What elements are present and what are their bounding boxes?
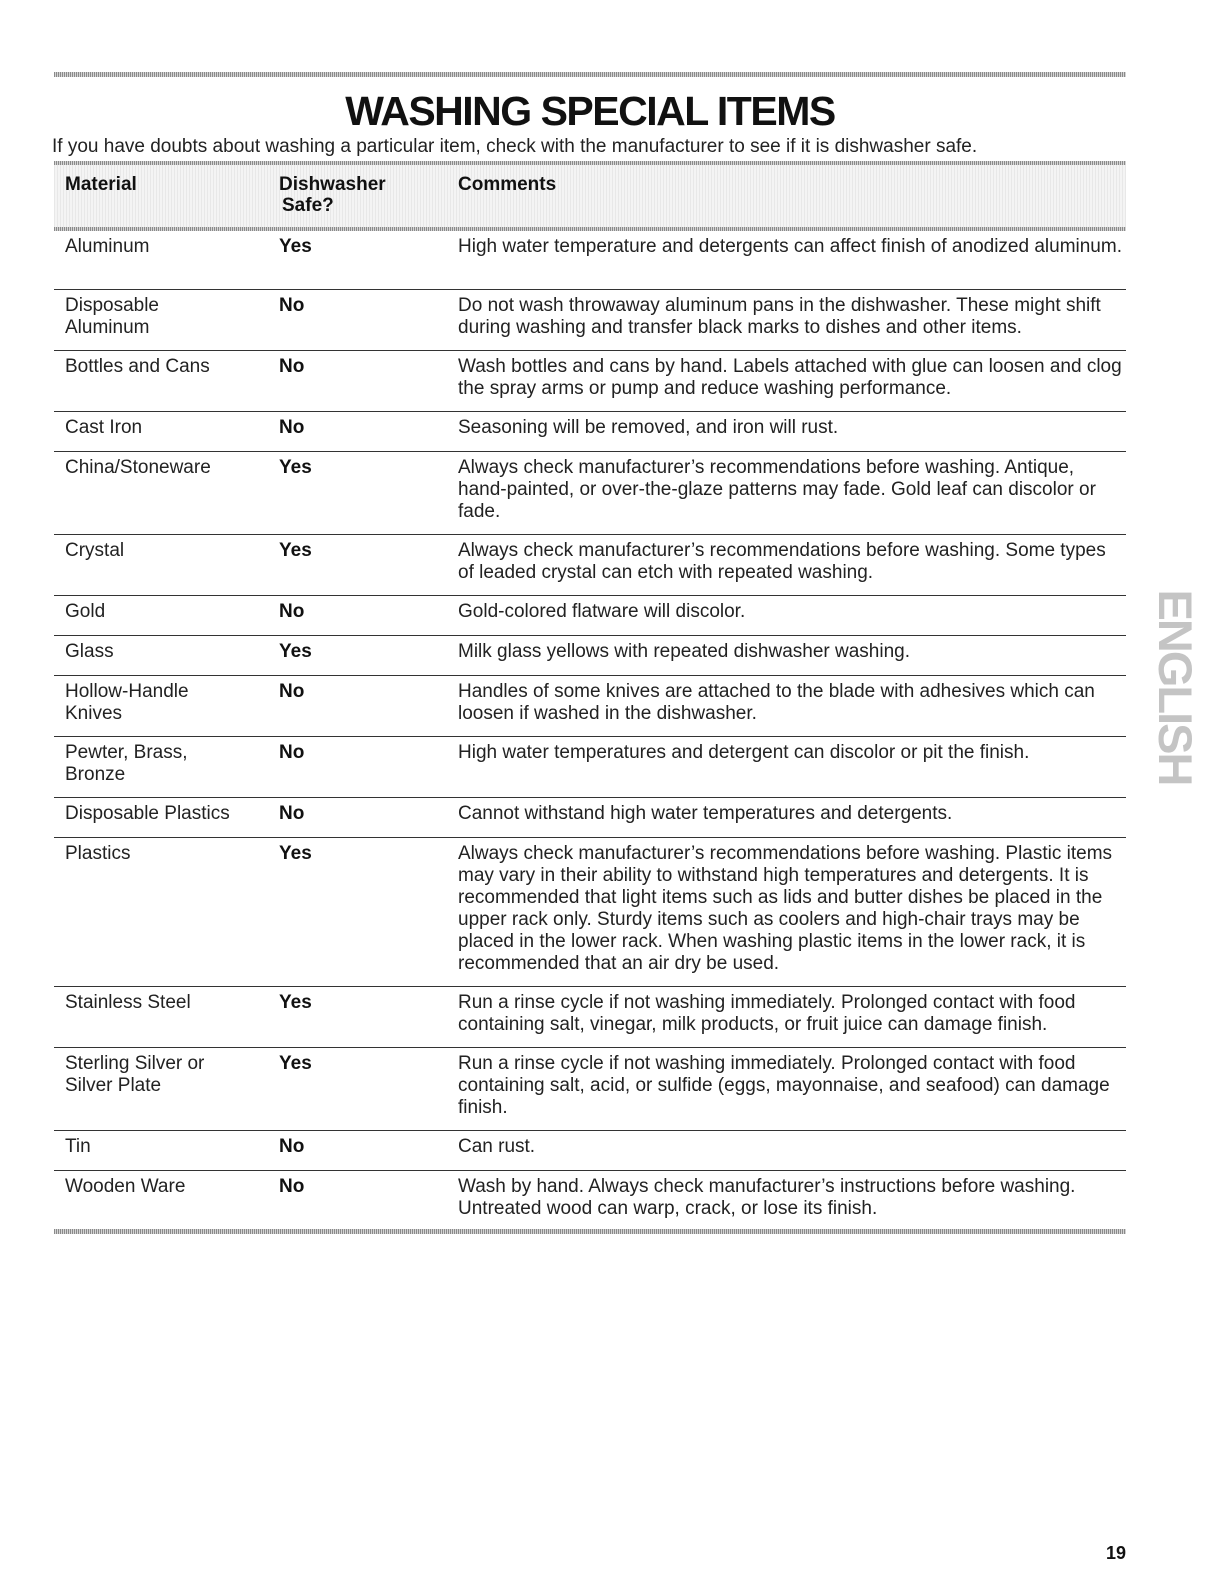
header-safe-line2: Safe? <box>282 195 334 216</box>
header-comments: Comments <box>458 174 557 195</box>
row-comment: Wash bottles and cans by hand. Labels attached with glue can loosen and clog the spray arms or pump and reduce washing performance. <box>458 356 1122 399</box>
table-row <box>54 838 1126 987</box>
row-safe: No <box>279 681 305 702</box>
row-material: Crystal <box>65 540 125 561</box>
row-comment: Milk glass yellows with repeated dishwasher washing. <box>458 641 910 662</box>
row-comment: Run a rinse cycle if not washing immediately. Prolonged contact with food containing salt, vinegar, milk products, or fruit juice can damage finish. <box>458 992 1076 1035</box>
page-title: WASHING SPECIAL ITEMS <box>345 88 835 134</box>
row-safe: No <box>279 742 305 763</box>
row-material: Hollow-Handle Knives <box>65 681 189 724</box>
top-rule <box>54 72 1126 77</box>
table-row <box>54 535 1126 596</box>
row-comment: Handles of some knives are attached to the blade with adhesives which can loosen if washed in the dishwasher. <box>458 681 1095 724</box>
row-material: Plastics <box>65 843 131 864</box>
row-comment: Always check manufacturer’s recommendations before washing. Antique, hand-painted, or over-the-glaze patterns may fade. Gold leaf can discolor or fade. <box>458 457 1096 522</box>
row-material: Sterling Silver or Silver Plate <box>65 1053 205 1096</box>
row-safe: Yes <box>279 992 312 1013</box>
row-safe: Yes <box>279 843 312 864</box>
table-row <box>54 596 1126 636</box>
table-row <box>54 231 1126 290</box>
table-body <box>54 231 1126 1229</box>
table-header <box>54 161 1126 231</box>
row-material: Disposable Aluminum <box>65 295 159 338</box>
row-safe: No <box>279 1136 305 1157</box>
row-comment: Run a rinse cycle if not washing immediately. Prolonged contact with food containing salt, acid, or sulfide (eggs, mayonnaise, and seafood) can damage finish. <box>458 1053 1110 1118</box>
row-material: China/Stoneware <box>65 457 211 478</box>
row-material: Gold <box>65 601 106 622</box>
row-safe: Yes <box>279 236 312 257</box>
table-row <box>54 636 1126 676</box>
table-row <box>54 798 1126 838</box>
row-material: Tin <box>65 1136 91 1157</box>
row-material: Bottles and Cans <box>65 356 210 377</box>
row-safe: Yes <box>279 641 312 662</box>
language-side-tab <box>1149 572 1202 802</box>
row-material: Glass <box>65 641 114 662</box>
row-comment: Cannot withstand high water temperatures and detergents. <box>458 803 953 824</box>
header-dishwasher-safe <box>279 174 386 216</box>
row-safe: No <box>279 295 305 316</box>
side-tab-label: ENGLISH <box>1149 589 1202 785</box>
table-row <box>54 351 1126 412</box>
table-row <box>54 1131 1126 1171</box>
table-row <box>54 1048 1126 1131</box>
row-material: Disposable Plastics <box>65 803 230 824</box>
row-comment: Can rust. <box>458 1136 536 1157</box>
row-safe: Yes <box>279 1053 312 1074</box>
row-comment: Always check manufacturer’s recommendations before washing. Plastic items may vary in their ability to withstand high temperatures and detergents. It is recommended that light items such as lids and butter dishes be placed in the upper rack only. Sturdy items such as coolers and high-chair trays may be placed in the lower rack. When washing plastic items in the lower rack, it is recommended that an air dry be used. <box>458 843 1113 974</box>
row-material: Aluminum <box>65 236 150 257</box>
row-material: Cast Iron <box>65 417 143 438</box>
row-comment: Do not wash throwaway aluminum pans in the dishwasher. These might shift during washing and transfer black marks to dishes and other items. <box>458 295 1101 338</box>
row-safe: No <box>279 417 305 438</box>
intro-text: If you have doubts about washing a particular item, check with the manufacturer to see if it is dishwasher safe. <box>52 136 978 157</box>
table-row <box>54 452 1126 535</box>
table-row <box>54 987 1126 1048</box>
row-safe: No <box>279 601 305 622</box>
row-safe: No <box>279 803 305 824</box>
row-comment: Always check manufacturer’s recommendations before washing. Some types of leaded crystal can etch with repeated washing. <box>458 540 1106 583</box>
row-safe: Yes <box>279 540 312 561</box>
row-material: Pewter, Brass, Bronze <box>65 742 188 785</box>
table-row <box>54 412 1126 452</box>
row-safe: No <box>279 356 305 377</box>
table-row <box>54 1171 1126 1229</box>
row-comment: Wash by hand. Always check manufacturer’s instructions before washing. Untreated wood can warp, crack, or lose its finish. <box>458 1176 1076 1219</box>
table-row <box>54 676 1126 737</box>
row-material: Wooden Ware <box>65 1176 186 1197</box>
table-row <box>54 737 1126 798</box>
row-material: Stainless Steel <box>65 992 191 1013</box>
header-material: Material <box>65 174 137 195</box>
page-number: 19 <box>1105 1543 1126 1563</box>
row-safe: No <box>279 1176 305 1197</box>
row-safe: Yes <box>279 457 312 478</box>
row-comment: High water temperatures and detergent can discolor or pit the finish. <box>458 742 1030 763</box>
bottom-rule <box>54 1229 1126 1234</box>
table-row <box>54 290 1126 351</box>
row-comment: Gold-colored flatware will discolor. <box>458 601 746 622</box>
header-safe-line1: Dishwasher <box>279 174 386 195</box>
row-comment: High water temperature and detergents can affect finish of anodized aluminum. <box>458 236 1122 257</box>
row-comment: Seasoning will be removed, and iron will rust. <box>458 417 839 438</box>
